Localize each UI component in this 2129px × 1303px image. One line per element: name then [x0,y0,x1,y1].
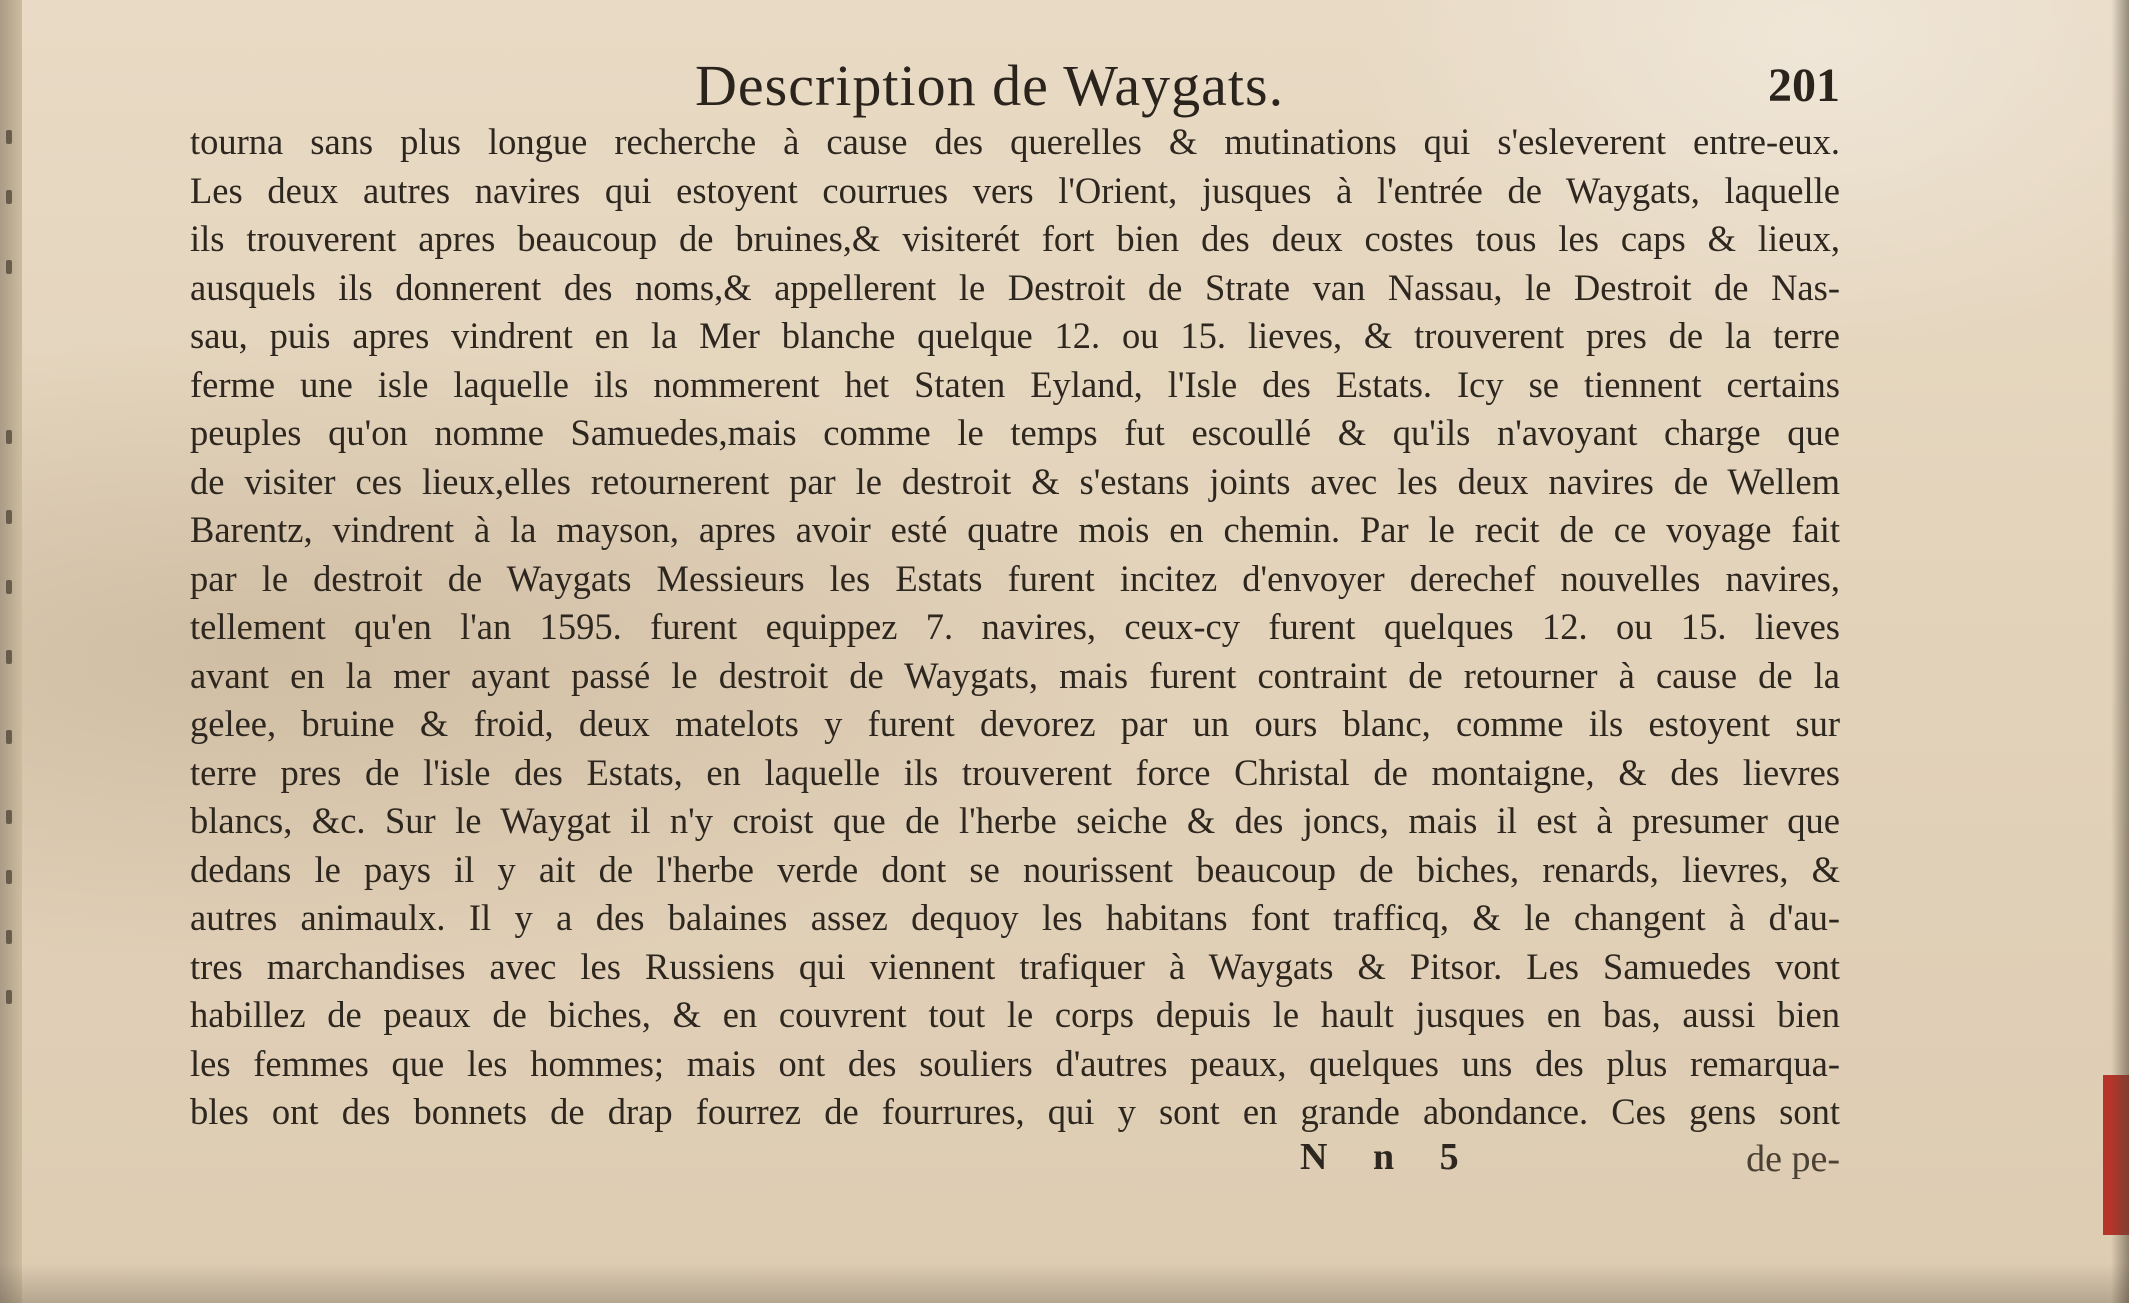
running-title: Description de Waygats. [695,53,1285,118]
text-line: ils trouverent apres beaucoup de bruines,& visiterét fort bien des deux costes tous les caps & lieux, [190,218,1840,259]
page-header [190,52,1840,122]
text-line: bles ont des bonnets de drap fourrez de fourrures, qui y sont en grande abondance. Ces gens sont [190,1091,1840,1132]
text-line: ferme une isle laquelle ils nommerent het Staten Eyland, l'Isle des Estats. Icy se tiennent certains [190,363,1840,405]
bleed-through-marks [4,130,24,1030]
text-line: tourna sans plus longue recherche à cause des querelles & mutinations qui s'esleverent entre-eux. [190,121,1840,162]
text-line: dedans le pays il y ait de l'herbe verde dont se nourissent beaucoup de biches, renards, lievres, & [190,848,1840,890]
text-line: avant en la mer ayant passé le destroit de Waygats, mais furent contraint de retourner à cause de la [190,654,1840,696]
text-line: blancs, &c. Sur le Waygat il n'y croist que de l'herbe seiche & des joncs, mais il est à presumer que [190,800,1840,841]
catchword: de pe- [1746,1138,1840,1180]
body-text [190,118,1840,1137]
text-line: Barentz, vindrent à la mayson, apres avoir esté quatre mois en chemin. Par le recit de ce voyage fait [190,509,1840,550]
text-line: peuples qu'on nomme Samuedes,mais comme le temps fut escoullé & qu'ils n'avoyant charge que [190,412,1840,453]
text-line: habillez de peaux de biches, & en couvrent tout le corps depuis le hault jusques en bas, aussi bien [190,994,1840,1035]
text-line: ausquels ils donnerent des noms,& appellerent le Destroit de Strate van Nassau, le Destroit de Nas- [190,266,1840,308]
signature-mark: N n 5 [1300,1136,1477,1178]
text-line: gelee, bruine & froid, deux matelots y furent devorez par un ours blanc, comme ils estoyent sur [190,703,1840,744]
text-line: terre pres de l'isle des Estats, en laquelle ils trouverent force Christal de montaigne, & des lievres [190,751,1840,793]
text-line: sau, puis apres vindrent en la Mer blanche quelque 12. ou 15. lieves, & trouverent pres de la terre [190,315,1840,356]
text-line: les femmes que les hommes; mais ont des souliers d'autres peaux, quelques uns des plus remarqua- [190,1042,1840,1084]
page-edge-shadow [2111,0,2129,1303]
text-line: tres marchandises avec les Russiens qui viennent trafiquer à Waygats & Pitsor. Les Samuedes vont [190,945,1840,987]
text-line: de visiter ces lieux,elles retournerent par le destroit & s'estans joints avec les deux navires de Wellem [190,460,1840,502]
page-number: 201 [1768,59,1840,112]
page-bottom-shadow [0,1263,2129,1303]
page-footer [190,1135,1840,1195]
text-line: Les deux autres navires qui estoyent courrues vers l'Orient, jusques à l'entrée de Waygats, laquelle [190,169,1840,211]
text-line: par le destroit de Waygats Messieurs les Estats furent incitez d'envoyer derechef nouvelles navires, [190,557,1840,599]
text-line: tellement qu'en l'an 1595. furent equippez 7. navires, ceux-cy furent quelques 12. ou 15. lieves [190,606,1840,647]
text-line: autres animaulx. Il y a des balaines assez dequoy les habitans font trafficq, & le changent à d'au- [190,897,1840,938]
